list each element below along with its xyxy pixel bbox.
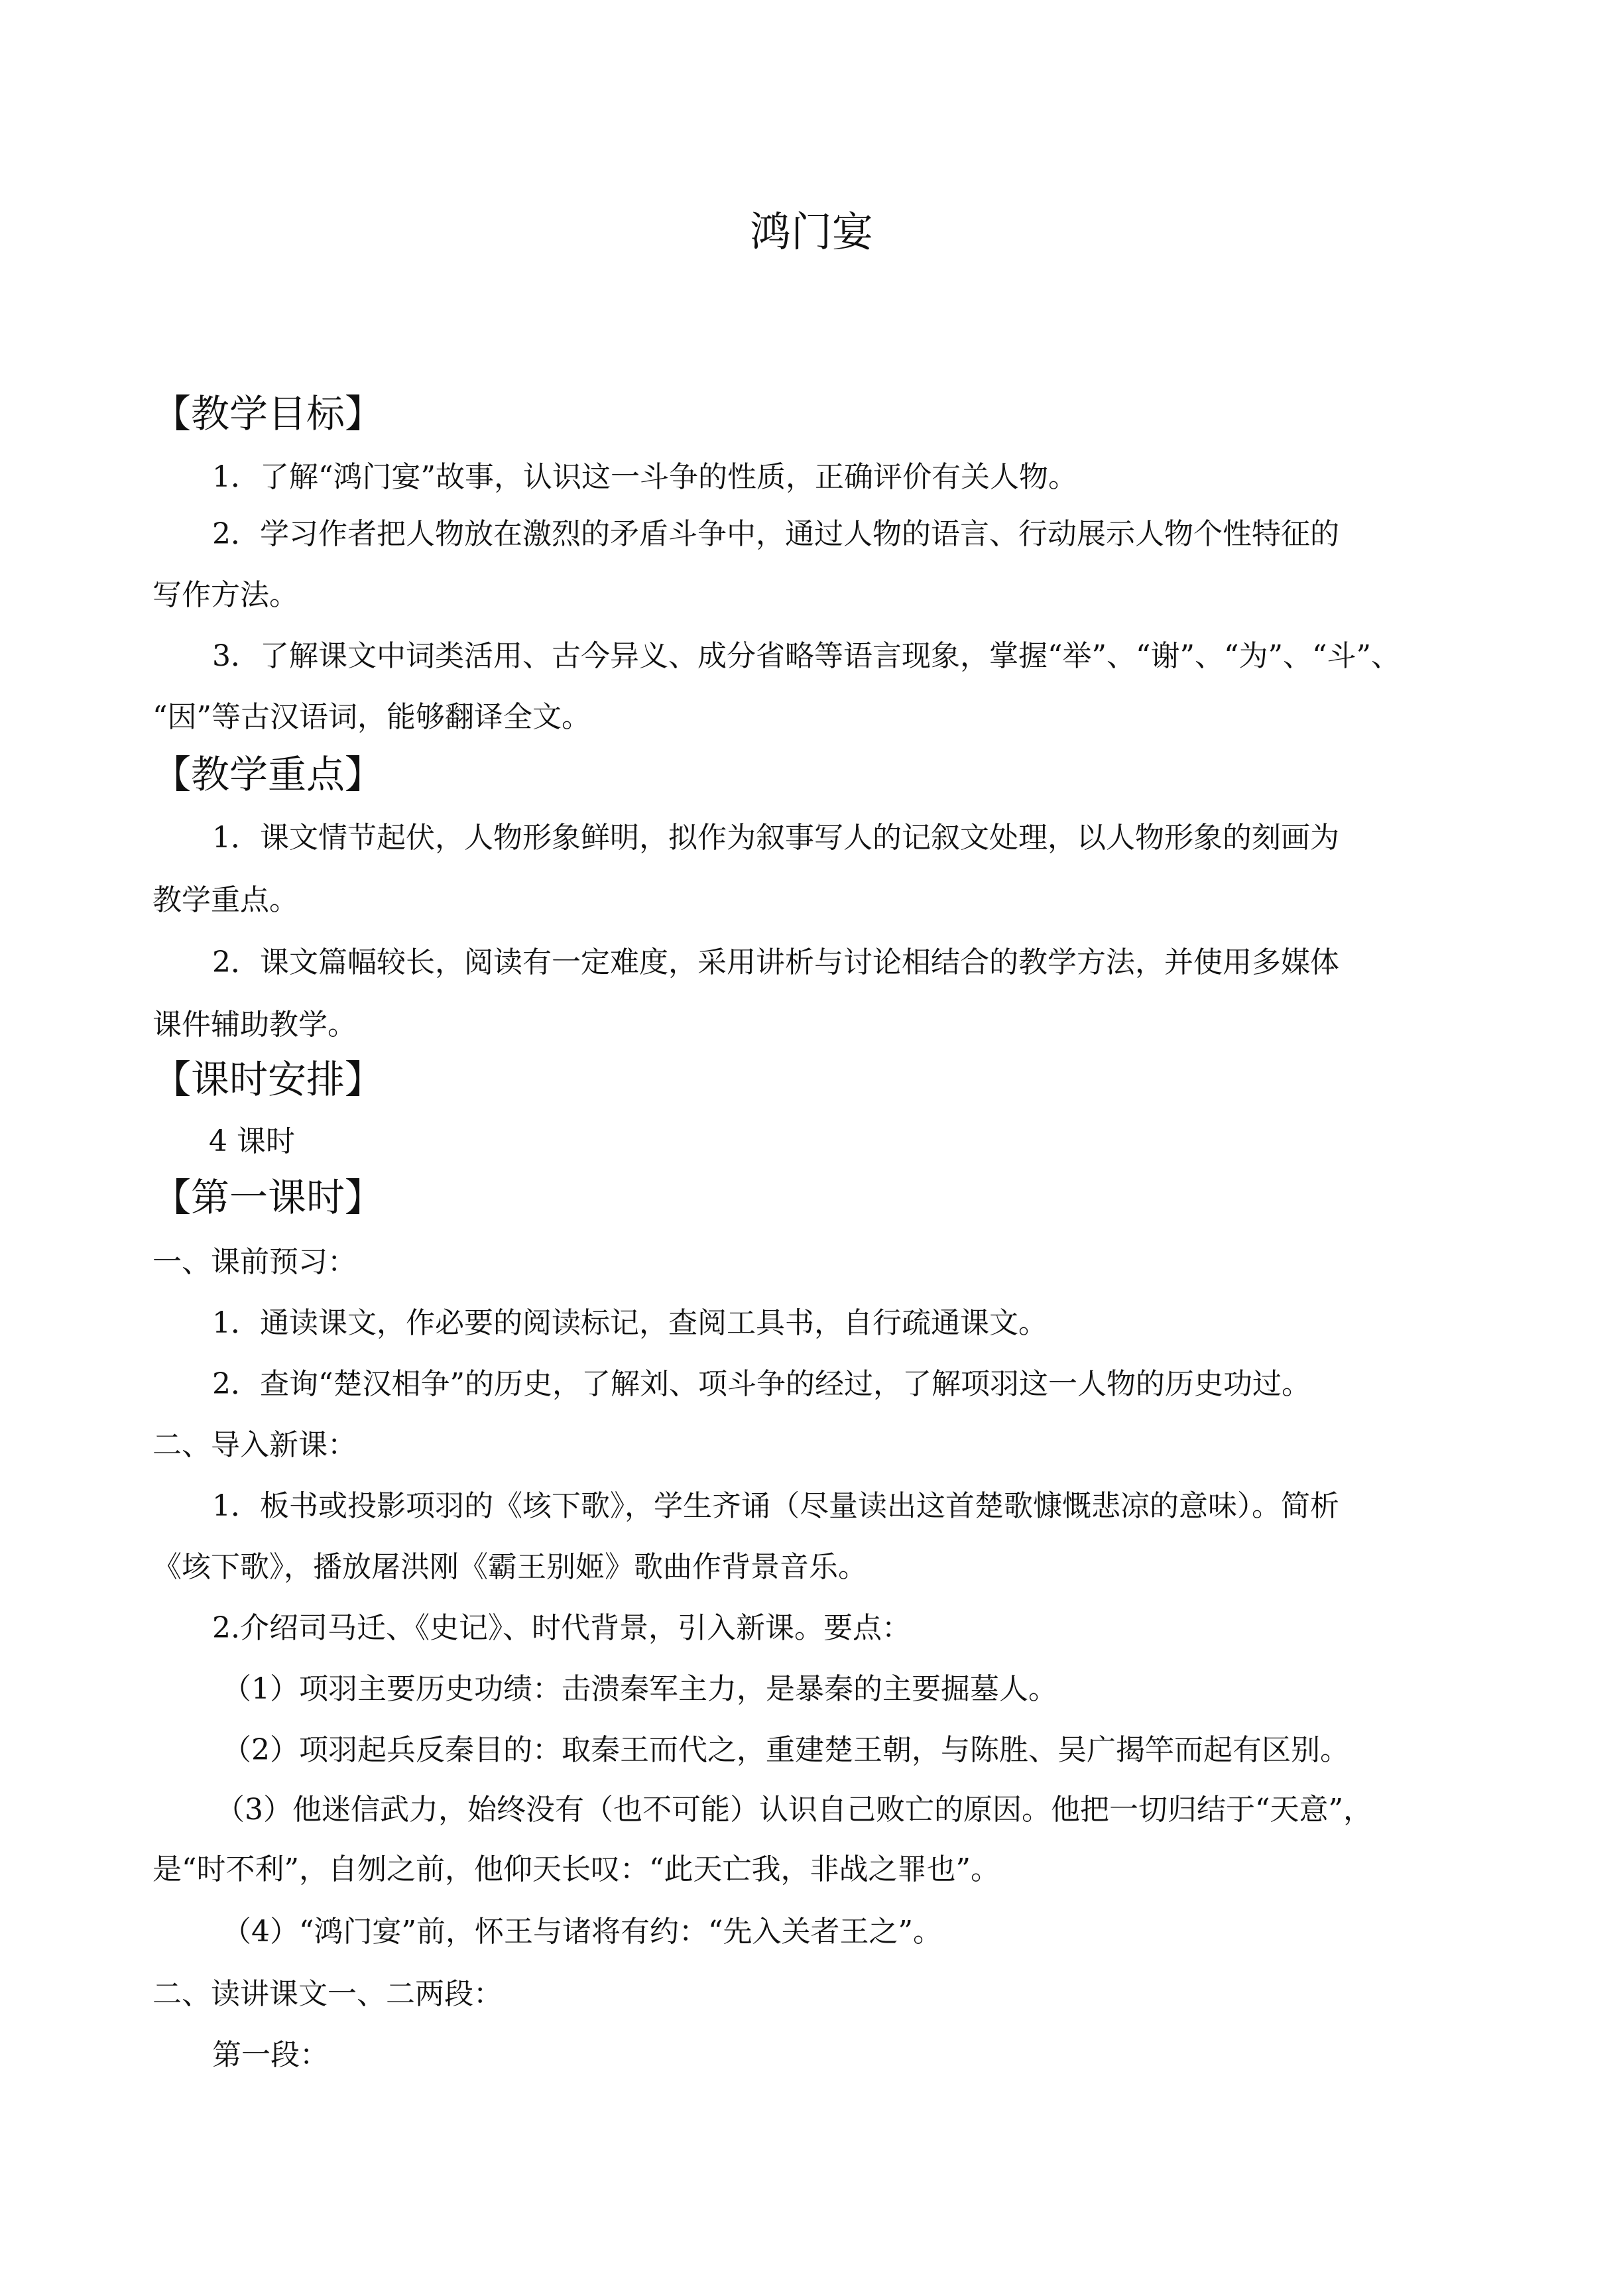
- section-heading-objectives: 【教学目标】: [152, 391, 384, 436]
- objective-item-3-line-1: 3．了解课文中词类活用、古今异义、成分省略等语言现象，掌握“举”、“谢”、“为”、“斗”、: [212, 639, 1400, 673]
- lesson1-part3-title: 二、读讲课文一、二两段：: [152, 1977, 503, 2011]
- lesson1-point-3-line-2: 是“时不利”，自刎之前，他仰天长叹：“此天亡我，非战之罪也”。: [152, 1852, 1000, 1886]
- key-point-item-1-line-2: 教学重点。: [152, 883, 298, 917]
- lesson1-part2-item-2: 2.介绍司马迁、《史记》、时代背景，引入新课。要点：: [212, 1611, 911, 1645]
- objective-item-2-line-1: 2．学习作者把人物放在激烈的矛盾斗争中，通过人物的语言、行动展示人物个性特征的: [212, 517, 1339, 551]
- objective-item-1: 1．了解“鸿门宴”故事，认识这一斗争的性质，正确评价有关人物。: [212, 460, 1077, 494]
- lesson1-point-3-line-1: （3）他迷信武力，始终没有（也不可能）认识自己败亡的原因。他把一切归结于“天意”，: [215, 1793, 1372, 1827]
- lesson1-part1-item-2: 2．查询“楚汉相争”的历史，了解刘、项斗争的经过，了解项羽这一人物的历史功过。: [212, 1367, 1311, 1401]
- objective-item-3-line-2: “因”等古汉语词，能够翻译全文。: [152, 700, 591, 734]
- schedule-text: 4 课时: [209, 1124, 295, 1158]
- lesson1-point-1: （1）项羽主要历史功绩：击溃秦军主力，是暴秦的主要掘墓人。: [222, 1672, 1057, 1706]
- section-heading-schedule: 【课时安排】: [152, 1057, 384, 1102]
- section-heading-lesson-1: 【第一课时】: [152, 1175, 384, 1220]
- section-heading-key-points: 【教学重点】: [152, 752, 384, 797]
- objective-item-2-line-2: 写作方法。: [152, 578, 298, 612]
- lesson1-part2-title: 二、导入新课：: [152, 1428, 357, 1462]
- lesson1-point-2: （2）项羽起兵反秦目的：取秦王而代之，重建楚王朝，与陈胜、吴广揭竿而起有区别。: [222, 1733, 1349, 1767]
- key-point-item-2-line-2: 课件辅助教学。: [152, 1008, 357, 1042]
- key-point-item-1-line-1: 1．课文情节起伏，人物形象鲜明，拟作为叙事写人的记叙文处理，以人物形象的刻画为: [212, 821, 1339, 855]
- lesson1-part2-item-1-line-2: 《垓下歌》，播放屠洪刚《霸王别姬》歌曲作背景音乐。: [152, 1550, 867, 1584]
- lesson1-part1-title: 一、课前预习：: [152, 1245, 357, 1279]
- lesson1-part3-subheading: 第一段：: [212, 2038, 329, 2072]
- document-title: 鸿门宴: [749, 208, 873, 256]
- lesson1-part1-item-1: 1．通读课文，作必要的阅读标记，查阅工具书，自行疏通课文。: [212, 1306, 1048, 1340]
- key-point-item-2-line-1: 2．课文篇幅较长，阅读有一定难度，采用讲析与讨论相结合的教学方法，并使用多媒体: [212, 945, 1339, 979]
- lesson1-part2-item-1-line-1: 1．板书或投影项羽的《垓下歌》，学生齐诵（尽量读出这首楚歌慷慨悲凉的意味）。简析: [212, 1489, 1339, 1523]
- lesson1-point-4: （4）“鸿门宴”前，怀王与诸将有约：“先入关者王之”。: [222, 1915, 942, 1949]
